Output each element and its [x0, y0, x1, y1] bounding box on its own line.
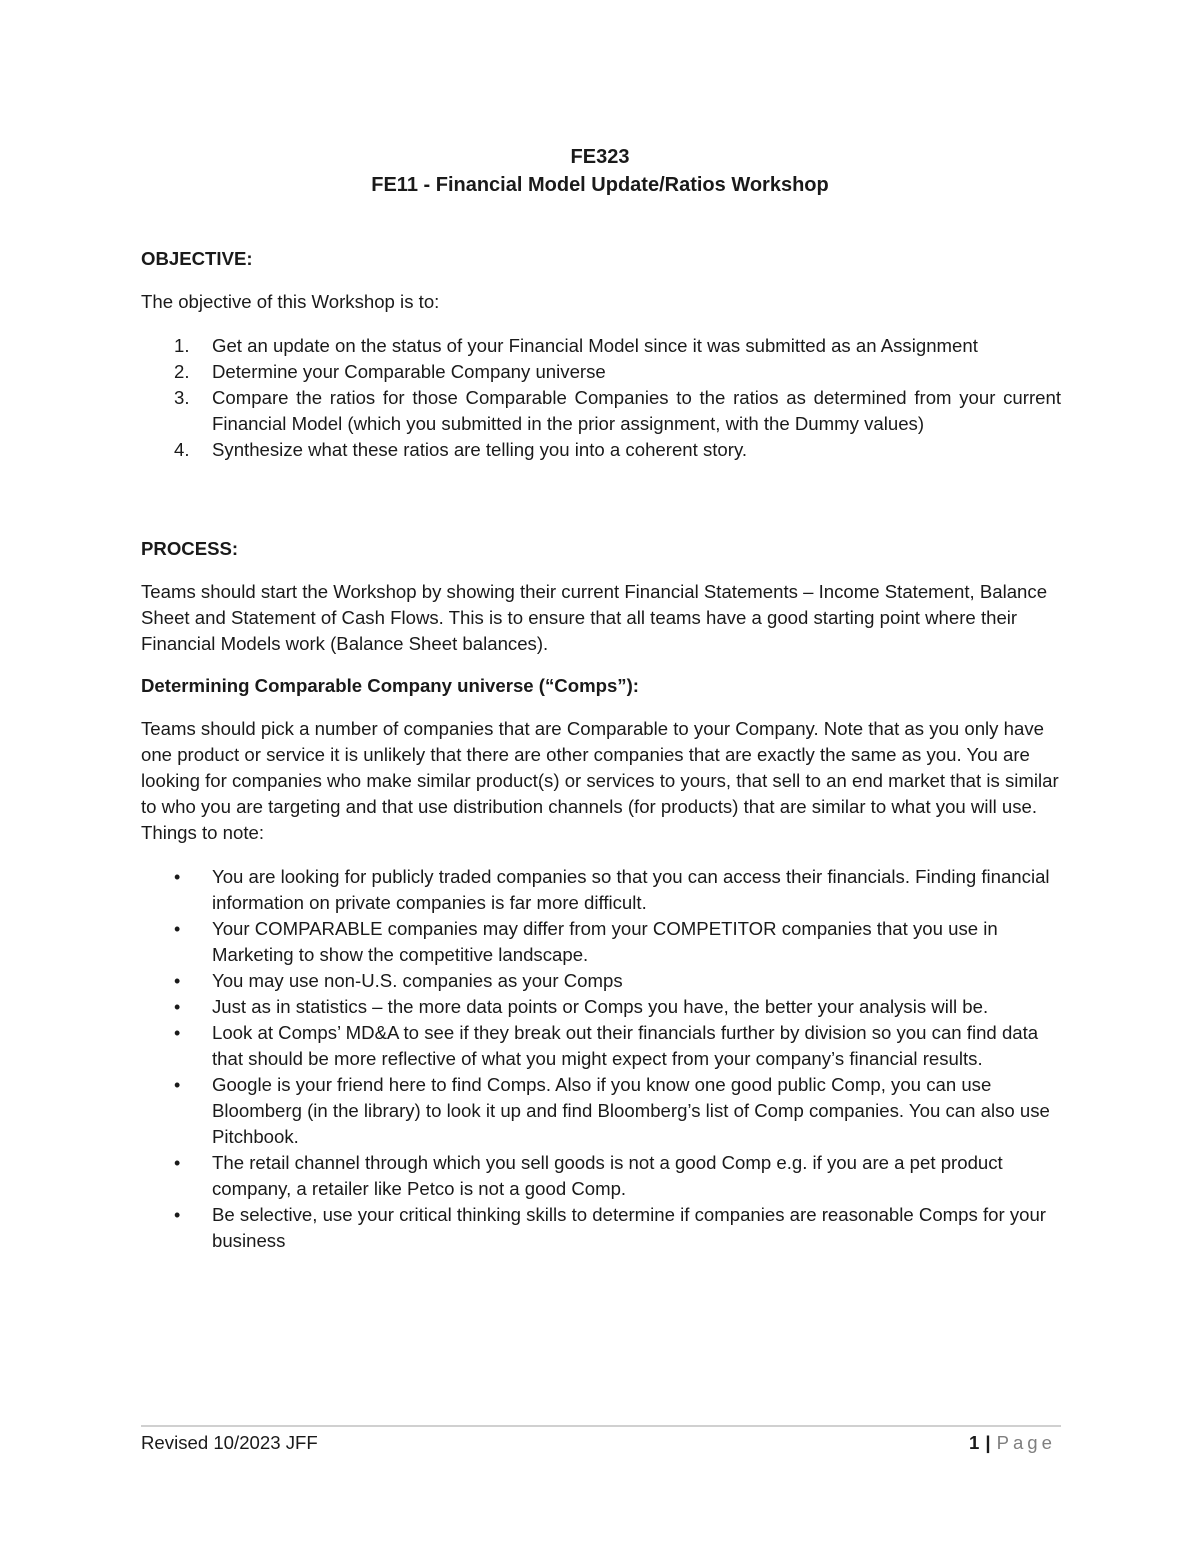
list-number: 1. — [174, 335, 190, 356]
list-item — [141, 1202, 1061, 1254]
page-number: 1 — [969, 1432, 980, 1453]
list-item — [141, 994, 1061, 1020]
list-item-text: Look at Comps’ MD&A to see if they break out their financials further by division so you can find data that should be more reflective of what you might expect from your company’s financial results. — [212, 1022, 1039, 1069]
process-paragraph: Teams should start the Workshop by showing their current Financial Statements – Income Statement, Balance Sheet and Statement of Cash Flows. This is to ensure that all teams have a good starting point where their Financial Models work (Balance Sheet balances). — [141, 581, 1048, 654]
page-label: Page — [996, 1432, 1056, 1453]
list-item — [141, 1072, 1061, 1150]
bullet-icon: • — [174, 867, 181, 887]
list-item — [141, 333, 1061, 359]
comps-paragraph: Teams should pick a number of companies that are Comparable to your Company. Note that as you only have one product or service it is unlikely that there are other companies that are exactly the same as you. You are looking for companies who make similar product(s) or services to yours, that sell to an end market that is similar to who you are targeting and that use distribution channels (for products) that are similar to what you will use. Things to note: — [141, 718, 1059, 843]
objective-intro: The objective of this Workshop is to: — [141, 291, 440, 312]
list-item-text: Get an update on the status of your Financial Model since it was submitted as an Assignment — [212, 335, 978, 356]
objective-list — [141, 333, 1061, 463]
list-item-text: Determine your Comparable Company universe — [212, 361, 606, 382]
list-number: 2. — [174, 361, 190, 382]
list-item — [141, 437, 1061, 463]
list-item — [141, 864, 1061, 916]
course-code: FE323 — [570, 146, 630, 168]
list-item — [141, 968, 1061, 994]
objective-list-container — [141, 333, 1061, 463]
list-item — [141, 1020, 1061, 1072]
list-item-text: Be selective, use your critical thinking skills to determine if companies are reasonable Comps for your business — [212, 1204, 1046, 1251]
comps-bullets-container — [141, 864, 1061, 1254]
page-separator: | — [985, 1432, 991, 1453]
list-item-text: Google is your friend here to find Comps. Also if you know one good public Comp, you can use Bloomberg (in the library) to look it up and find Bloomberg’s list of Comp companies. You can also use Pitchbook. — [212, 1074, 1050, 1147]
list-item-text: You may use non-U.S. companies as your Comps — [212, 970, 623, 991]
bullet-icon: • — [174, 1153, 181, 1173]
footer-divider — [141, 1425, 1061, 1427]
bullet-icon: • — [174, 1023, 181, 1043]
list-number: 4. — [174, 439, 190, 460]
comps-heading: Determining Comparable Company universe (“Comps”): — [141, 675, 639, 696]
footer-page-indicator — [969, 1432, 1056, 1454]
objective-heading: OBJECTIVE: — [141, 248, 253, 269]
bullet-icon: • — [174, 971, 181, 991]
title-block — [0, 143, 1200, 199]
list-item-text: The retail channel through which you sell goods is not a good Comp e.g. if you are a pet product company, a retailer like Petco is not a good Comp. — [212, 1152, 1003, 1199]
comps-bullet-list — [141, 864, 1061, 1254]
list-item-text: You are looking for publicly traded companies so that you can access their financials. Finding financial information on private companies is far more difficult. — [212, 866, 1050, 913]
footer-revised: Revised 10/2023 JFF — [141, 1432, 318, 1453]
list-item — [141, 359, 1061, 385]
list-item — [141, 385, 1061, 437]
list-item — [141, 916, 1061, 968]
bullet-icon: • — [174, 997, 181, 1017]
bullet-icon: • — [174, 919, 181, 939]
list-item-text: Synthesize what these ratios are telling you into a coherent story. — [212, 439, 748, 460]
list-number: 3. — [174, 387, 190, 408]
bullet-icon: • — [174, 1075, 181, 1095]
bullet-icon: • — [174, 1205, 181, 1225]
list-item-text: Compare the ratios for those Comparable Companies to the ratios as determined from your current Financial Model (which you submitted in the prior assignment, with the Dummy values) — [212, 387, 1061, 434]
process-heading: PROCESS: — [141, 538, 239, 559]
list-item — [141, 1150, 1061, 1202]
list-item-text: Just as in statistics – the more data points or Comps you have, the better your analysis will be. — [212, 996, 989, 1017]
list-item-text: Your COMPARABLE companies may differ from your COMPETITOR companies that you use in Marketing to show the competitive landscape. — [212, 918, 998, 965]
document-title: FE11 - Financial Model Update/Ratios Workshop — [371, 174, 829, 196]
